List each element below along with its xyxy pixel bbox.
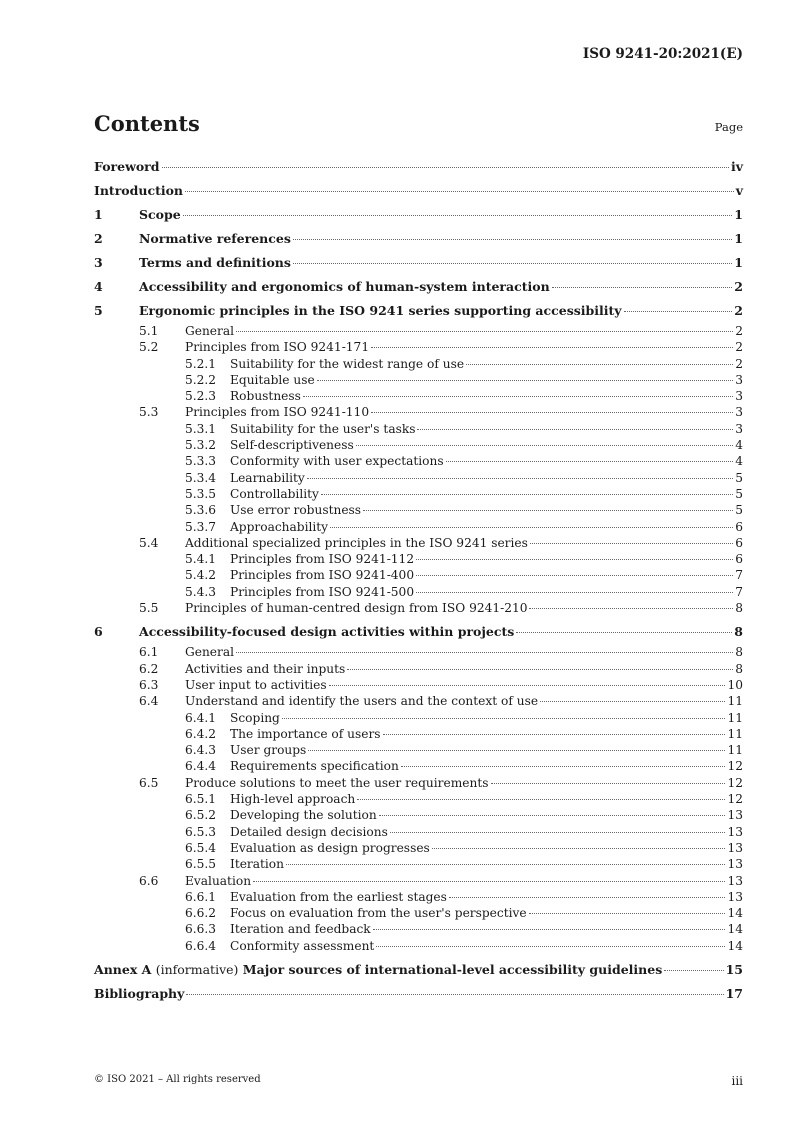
toc-entry-6-5[interactable]: [94, 775, 743, 791]
toc-entry-label: Iteration and feedback: [230, 922, 371, 937]
page-number: iii: [731, 1074, 743, 1088]
toc-entry-number: 5.2: [139, 340, 159, 355]
dot-leader: [307, 478, 733, 479]
toc-entry-number: 6: [94, 624, 103, 640]
toc-entry-page: 13: [727, 873, 743, 888]
dot-leader: [417, 429, 733, 430]
toc-entry-6-2[interactable]: [94, 661, 743, 677]
toc-entry-number: 5.4: [139, 535, 159, 550]
toc-entry-page: 11: [727, 710, 743, 725]
toc-entry-clause-4[interactable]: [94, 275, 743, 299]
toc-entry-label: Conformity with user expectations: [230, 454, 444, 469]
toc-entry-number: 5.2.1: [185, 356, 217, 371]
toc-entry-5-2-1[interactable]: [94, 356, 743, 372]
toc-entry-6-5-4[interactable]: [94, 840, 743, 856]
toc-entry-number: 6.6: [139, 873, 159, 888]
page-title: Contents: [94, 111, 200, 136]
dot-leader: [186, 994, 723, 995]
toc-entry-page: 5: [735, 503, 743, 518]
dot-leader: [491, 783, 726, 784]
toc-entry-label: Principles from ISO 9241-110: [185, 405, 370, 420]
toc-entry-page: 2: [735, 356, 743, 371]
toc-entry-page: 4: [735, 454, 743, 469]
dot-leader: [293, 239, 732, 240]
toc-entry-page: 13: [727, 824, 743, 839]
toc-entry-5-4-1[interactable]: [94, 551, 743, 567]
toc-entry-number: 3: [94, 255, 103, 270]
toc-entry-label: Approachability: [230, 519, 329, 534]
toc-entry-label: Requirements specification: [230, 759, 399, 774]
dot-leader: [516, 632, 732, 633]
toc-entry-label: Produce solutions to meet the user requirements: [185, 775, 489, 790]
toc-entry-5-2[interactable]: [94, 339, 743, 355]
toc-entry-clause-1[interactable]: [94, 203, 743, 227]
toc-entry-page: 12: [727, 759, 743, 774]
toc-entry-number: 5.3.1: [185, 421, 217, 436]
dot-leader: [317, 380, 734, 381]
toc-entry-number: 5.3.4: [185, 470, 217, 485]
toc-entry-5-3-1[interactable]: [94, 421, 743, 437]
toc-entry-number: 5.3.3: [185, 454, 217, 469]
toc-entry-page: 8: [735, 645, 743, 660]
toc-entry-5-3-2[interactable]: [94, 437, 743, 453]
toc-entry-label: General: [185, 645, 234, 660]
toc-entry-number: 5.3.2: [185, 438, 217, 453]
toc-entry-label: Suitability for the user's tasks: [230, 421, 416, 436]
toc-entry-page: 10: [727, 677, 743, 692]
toc-entry-number: 5.3.5: [185, 486, 217, 501]
toc-entry-5-4-3[interactable]: [94, 584, 743, 600]
dot-leader: [552, 287, 733, 288]
dot-leader: [162, 167, 729, 168]
annex-title: Major sources of international-level accessibility guidelines: [242, 961, 663, 977]
table-of-contents: [94, 155, 743, 1006]
dot-leader: [529, 608, 733, 609]
toc-entry-clause-6[interactable]: [94, 620, 743, 644]
toc-entry-page: 14: [727, 922, 743, 937]
toc-entry-number: 6.5.4: [185, 840, 217, 855]
dot-leader: [308, 750, 725, 751]
toc-entry-number: 6.2: [139, 661, 159, 676]
toc-entry-page: 3: [735, 389, 743, 404]
toc-entry-number: 6.5: [139, 775, 159, 790]
dot-leader: [183, 215, 733, 216]
toc-entry-number: 6.5.2: [185, 808, 217, 823]
dot-leader: [416, 592, 733, 593]
toc-entry-6-6-2[interactable]: [94, 905, 743, 921]
dot-leader: [432, 848, 726, 849]
toc-entry-label: Scope: [139, 207, 181, 222]
toc-entry-page: 11: [727, 726, 743, 741]
toc-entry-page: 8: [735, 601, 743, 616]
toc-entry-label: Use error robustness: [230, 503, 362, 518]
toc-entry-number: 5.4.3: [185, 584, 217, 599]
toc-entry-foreword[interactable]: [94, 155, 743, 179]
dot-leader: [529, 913, 726, 914]
toc-entry-number: 5.3.7: [185, 519, 217, 534]
toc-entry-label: User groups: [230, 743, 307, 758]
toc-entry-number: 6.6.2: [185, 906, 217, 921]
toc-entry-label: Principles from ISO 9241-400: [230, 568, 415, 583]
toc-entry-number: 5.2.2: [185, 372, 217, 387]
dot-leader: [253, 881, 725, 882]
toc-entry-label: Suitability for the widest range of use: [230, 356, 465, 371]
toc-entry-page: 2: [735, 340, 743, 355]
dot-leader: [371, 412, 733, 413]
toc-entry-5-2-2[interactable]: [94, 372, 743, 388]
toc-entry-page: 2: [734, 303, 743, 318]
toc-entry-number: 1: [94, 207, 103, 222]
toc-entry-page: 8: [735, 661, 743, 676]
toc-entry-number: 6.3: [139, 677, 159, 692]
toc-entry-page: 1: [734, 231, 743, 246]
toc-entry-page: 2: [735, 324, 743, 338]
toc-entry-5-4[interactable]: [94, 535, 743, 551]
page-footer: [94, 1074, 743, 1088]
toc-entry-page: 3: [735, 372, 743, 387]
toc-entry-number: 6.6.4: [185, 938, 217, 953]
toc-entry-label: Evaluation as design progresses: [230, 840, 430, 855]
toc-entry-5-3-4[interactable]: [94, 470, 743, 486]
toc-entry-number: 6.4.2: [185, 726, 217, 741]
toc-entry-page: 6: [735, 519, 743, 534]
dot-leader: [466, 364, 733, 365]
toc-entry-number: 5.5: [139, 601, 159, 616]
toc-entry-page: 12: [727, 792, 743, 807]
toc-entry-label: Principles from ISO 9241-112: [230, 552, 415, 567]
toc-entry-6-5-2[interactable]: [94, 807, 743, 823]
toc-entry-5-4-2[interactable]: [94, 567, 743, 583]
toc-entry-number: 4: [94, 279, 103, 294]
document-id: ISO 9241-20:2021(E): [582, 46, 743, 62]
toc-entry-label: Controllability: [230, 486, 319, 501]
toc-entry-number: 6.6.1: [185, 889, 217, 904]
dot-leader: [286, 864, 725, 865]
toc-entry-label: Principles of human-centred design from ISO 9241-210: [185, 601, 528, 616]
toc-entry-page: iv: [730, 159, 743, 174]
title-row: [94, 111, 743, 136]
toc-entry-6-6-3[interactable]: [94, 921, 743, 937]
toc-entry-5-5[interactable]: [94, 600, 743, 616]
toc-entry-number: 6.1: [139, 645, 159, 660]
toc-entry-6-6[interactable]: [94, 873, 743, 889]
toc-entry-label: Conformity assessment: [230, 938, 375, 953]
dot-leader: [530, 543, 733, 544]
toc-entry-number: 2: [94, 231, 103, 246]
toc-entry-label: Foreword: [94, 159, 160, 174]
toc-entry-label: Robustness: [230, 389, 301, 404]
dot-leader: [446, 461, 734, 462]
toc-entry-clause-5[interactable]: [94, 299, 743, 323]
toc-entry-label: Equitable use: [230, 372, 315, 387]
dot-leader: [379, 815, 726, 816]
toc-entry-number: 6.5.1: [185, 792, 217, 807]
dot-leader: [236, 331, 733, 332]
toc-entry-label: Normative references: [139, 231, 291, 246]
toc-entry-clause-3[interactable]: [94, 251, 743, 275]
dot-leader: [363, 510, 733, 511]
toc-entry-label: [94, 958, 662, 982]
dot-leader: [416, 559, 733, 560]
toc-entry-page: 15: [725, 961, 743, 977]
toc-entry-page: 5: [735, 470, 743, 485]
toc-entry-label: The importance of users: [230, 726, 381, 741]
dot-leader: [185, 191, 734, 192]
toc-entry-label: Developing the solution: [230, 808, 377, 823]
toc-entry-page: 4: [735, 438, 743, 453]
toc-entry-label: Accessibility-focused design activities within projects: [139, 624, 515, 640]
toc-entry-page: 11: [727, 743, 743, 758]
toc-entry-6-4-4[interactable]: [94, 758, 743, 774]
dot-leader: [329, 685, 726, 686]
toc-entry-number: 5.3: [139, 405, 159, 420]
toc-entry-number: 6.5.3: [185, 824, 217, 839]
toc-entry-page: 6: [735, 552, 743, 567]
annex-informative: (informative): [155, 961, 239, 977]
toc-entry-6-4[interactable]: [94, 693, 743, 709]
toc-entry-page: 13: [727, 857, 743, 872]
toc-entry-label: High-level approach: [230, 792, 356, 807]
dot-leader: [330, 527, 733, 528]
dot-leader: [293, 263, 732, 264]
toc-entry-number: 5.4.1: [185, 552, 217, 567]
dot-leader: [376, 946, 725, 947]
dot-leader: [624, 311, 733, 312]
toc-entry-page: 1: [734, 207, 743, 222]
toc-entry-5-2-3[interactable]: [94, 388, 743, 404]
toc-entry-page: 13: [727, 840, 743, 855]
dot-leader: [416, 575, 733, 576]
toc-entry-5-3-6[interactable]: [94, 502, 743, 518]
toc-entry-6-6-1[interactable]: [94, 889, 743, 905]
toc-entry-label: Principles from ISO 9241-500: [230, 584, 415, 599]
dot-leader: [236, 652, 733, 653]
toc-entry-label: Iteration: [230, 857, 284, 872]
toc-entry-label: Evaluation from the earliest stages: [230, 889, 447, 904]
toc-entry-page: 14: [727, 906, 743, 921]
toc-entry-label: General: [185, 324, 234, 338]
dot-leader: [449, 897, 726, 898]
toc-entry-page: 1: [734, 255, 743, 270]
toc-entry-number: 5.1: [139, 324, 159, 338]
toc-entry-number: 6.4.4: [185, 759, 217, 774]
copyright-notice: © ISO 2021 – All rights reserved: [94, 1074, 261, 1085]
dot-leader: [373, 929, 726, 930]
toc-entry-page: 3: [735, 421, 743, 436]
toc-entry-label: Ergonomic principles in the ISO 9241 series supporting accessibility: [139, 303, 622, 318]
toc-entry-page: 3: [735, 405, 743, 420]
toc-entry-6-3[interactable]: [94, 677, 743, 693]
toc-entry-label: User input to activities: [185, 677, 327, 692]
toc-entry-6-5-5[interactable]: [94, 856, 743, 872]
toc-entry-page: 5: [735, 486, 743, 501]
toc-entry-number: 6.4.3: [185, 743, 217, 758]
dot-leader: [383, 734, 726, 735]
toc-entry-page: v: [735, 183, 743, 198]
toc-entry-label: Focus on evaluation from the user's perspective: [230, 906, 527, 921]
annex-prefix: Annex A: [94, 961, 152, 977]
toc-entry-5-3[interactable]: [94, 404, 743, 420]
dot-leader: [303, 396, 733, 397]
toc-entry-6-6-4[interactable]: [94, 938, 743, 954]
toc-entry-5-3-3[interactable]: [94, 453, 743, 469]
toc-entry-number: 5: [94, 303, 103, 318]
toc-entry-label: Detailed design decisions: [230, 824, 388, 839]
toc-entry-number: 6.4.1: [185, 710, 217, 725]
toc-entry-label: Principles from ISO 9241-171: [185, 340, 370, 355]
toc-entry-label: Activities and their inputs: [185, 661, 346, 676]
toc-entry-page: 8: [734, 624, 743, 640]
toc-entry-label: Self-descriptiveness: [230, 438, 354, 453]
toc-entry-5-1[interactable]: [94, 323, 743, 339]
toc-entry-number: 5.4.2: [185, 568, 217, 583]
toc-entry-page: 11: [727, 694, 743, 709]
toc-entry-6-4-2[interactable]: [94, 726, 743, 742]
toc-entry-bibliography[interactable]: [94, 982, 743, 1006]
dot-leader: [664, 970, 723, 971]
dot-leader: [347, 669, 733, 670]
toc-entry-number: 5.2.3: [185, 389, 217, 404]
toc-entry-page: 13: [727, 808, 743, 823]
dot-leader: [390, 832, 726, 833]
toc-entry-6-1[interactable]: [94, 644, 743, 660]
dot-leader: [371, 347, 733, 348]
toc-entry-page: 13: [727, 889, 743, 904]
toc-entry-number: 5.3.6: [185, 503, 217, 518]
toc-entry-label: Additional specialized principles in the ISO 9241 series: [185, 535, 528, 550]
page-column-label: Page: [714, 120, 743, 134]
toc-entry-annex-a[interactable]: [94, 958, 743, 982]
toc-entry-6-5-1[interactable]: [94, 791, 743, 807]
toc-entry-label: Learnability: [230, 470, 305, 485]
toc-entry-label: Evaluation: [185, 873, 252, 888]
toc-entry-number: 6.4: [139, 694, 159, 709]
toc-entry-page: 12: [727, 775, 743, 790]
toc-entry-label: Accessibility and ergonomics of human-system interaction: [139, 279, 550, 294]
toc-entry-page: 2: [734, 279, 743, 294]
toc-entry-clause-2[interactable]: [94, 227, 743, 251]
toc-entry-page: 17: [725, 985, 743, 1001]
toc-entry-6-4-3[interactable]: [94, 742, 743, 758]
dot-leader: [401, 766, 726, 767]
toc-entry-label: Terms and definitions: [139, 255, 291, 270]
toc-entry-page: 14: [727, 938, 743, 953]
dot-leader: [356, 445, 733, 446]
toc-entry-introduction[interactable]: [94, 179, 743, 203]
toc-entry-page: 7: [735, 584, 743, 599]
dot-leader: [321, 494, 733, 495]
toc-entry-label: Understand and identify the users and the context of use: [185, 694, 539, 709]
toc-entry-label: Scoping: [230, 710, 280, 725]
toc-entry-page: 7: [735, 568, 743, 583]
dot-leader: [357, 799, 725, 800]
toc-entry-6-4-1[interactable]: [94, 710, 743, 726]
dot-leader: [540, 701, 725, 702]
toc-entry-label: Bibliography: [94, 985, 185, 1001]
toc-entry-label: Introduction: [94, 183, 184, 198]
dot-leader: [282, 718, 726, 719]
toc-entry-page: 6: [735, 535, 743, 550]
toc-entry-5-3-7[interactable]: [94, 519, 743, 535]
toc-entry-5-3-5[interactable]: [94, 486, 743, 502]
toc-entry-6-5-3[interactable]: [94, 824, 743, 840]
toc-entry-number: 6.5.5: [185, 857, 217, 872]
toc-entry-number: 6.6.3: [185, 922, 217, 937]
